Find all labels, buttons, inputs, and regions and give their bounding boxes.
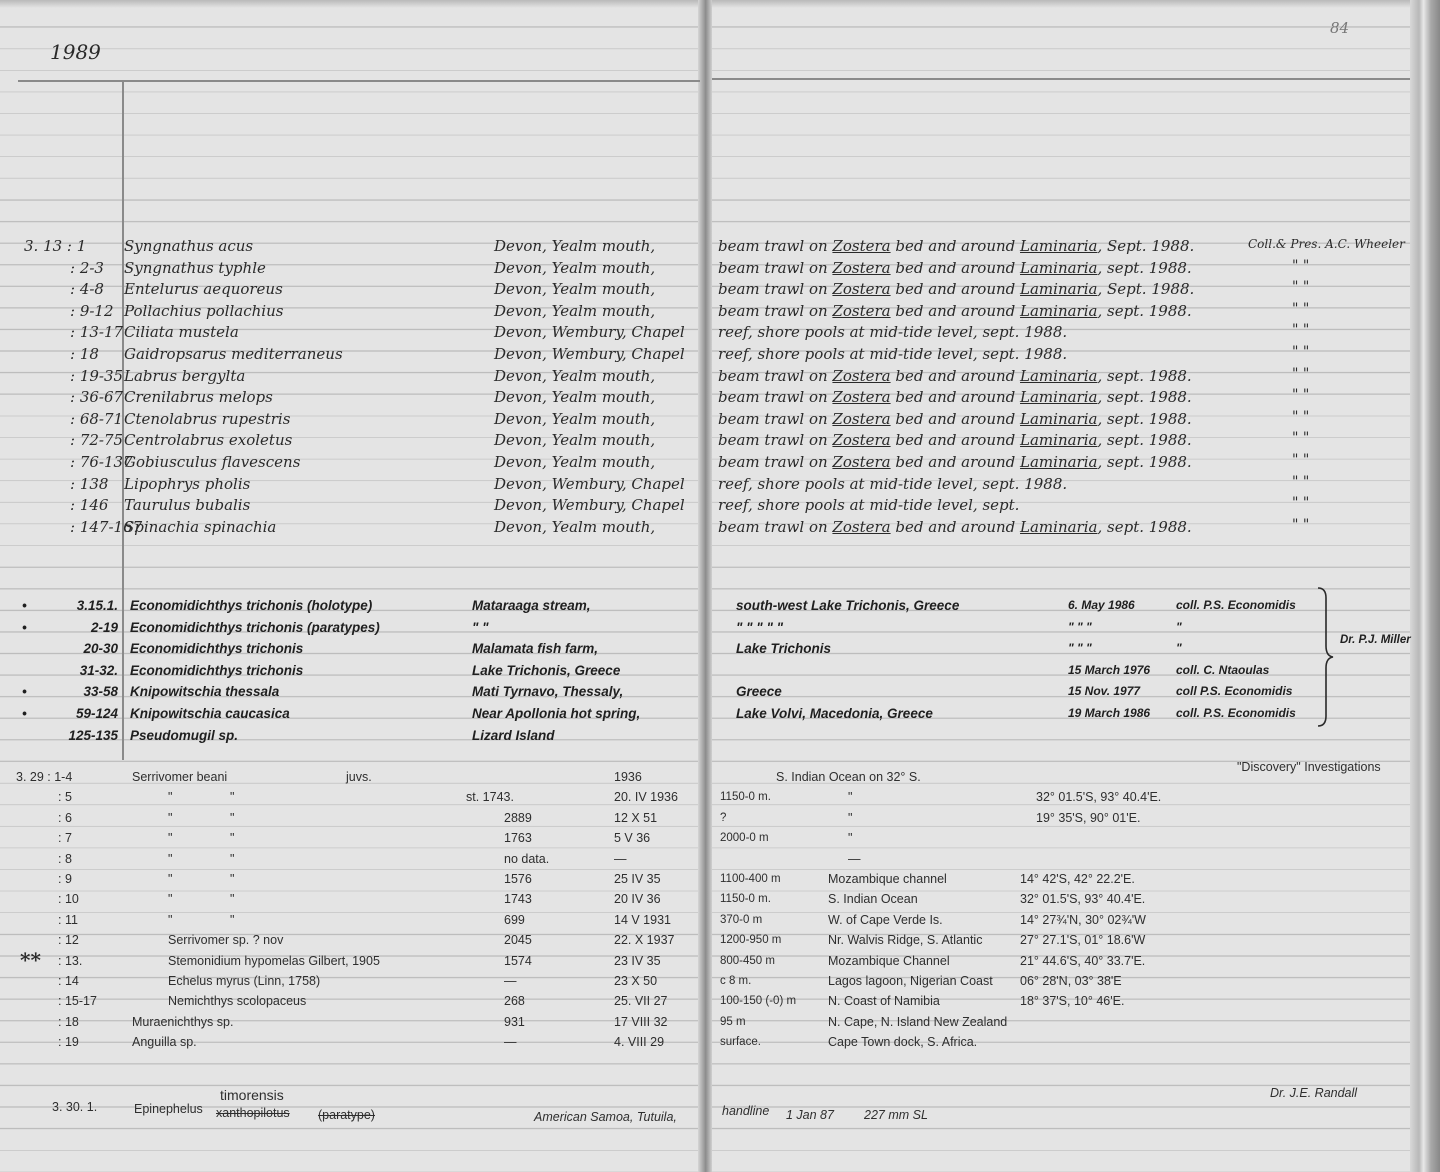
s1-locality: Devon, Yealm mouth,	[494, 410, 656, 428]
s1-habitat: reef, shore pools at mid-tide level, sept. 1988.	[718, 475, 1068, 493]
s3-reg-number: : 19	[58, 1035, 79, 1049]
s3-coords: 21° 44.6'S, 40° 33.7'E.	[1020, 954, 1146, 968]
s3-depth: 1100-400 m	[720, 873, 781, 885]
s3-depth: 800-450 m	[720, 955, 775, 967]
s1-locality: Devon, Yealm mouth,	[494, 302, 656, 320]
s1-locality: Devon, Yealm mouth,	[494, 367, 656, 385]
s2-date: 15 March 1976	[1068, 663, 1151, 677]
s3-locality: W. of Cape Verde Is.	[828, 913, 943, 927]
s3-date: 17 VIII 32	[614, 1015, 668, 1029]
s1-reg-number: : 9-12	[70, 302, 114, 320]
section2-presenter: Dr. P.J. Miller	[1340, 634, 1411, 646]
s2-bullet: •	[22, 598, 27, 613]
s1-species: Syngnathus acus	[124, 237, 254, 255]
s3-species: "	[168, 913, 173, 927]
s1-species: Spinachia spinachia	[124, 518, 277, 536]
s2-locality: Near Apollonia hot spring,	[472, 706, 641, 721]
s3-station: no data.	[504, 852, 550, 866]
s3-locality: N. Coast of Namibia	[828, 994, 940, 1008]
s2-date: 6. May 1986	[1068, 598, 1135, 612]
s1-collector: " "	[1292, 495, 1310, 511]
s1-collector: " "	[1292, 344, 1310, 360]
s1-collector: " "	[1292, 387, 1310, 403]
s3-reg-number: : 10	[58, 892, 79, 906]
s3-reg-number: : 7	[58, 831, 72, 845]
s1-reg-number: : 18	[70, 345, 99, 363]
s3-depth: c 8 m.	[720, 975, 752, 987]
s1-locality: Devon, Wembury, Chapel	[494, 323, 685, 341]
s3-station: 699	[504, 913, 525, 927]
s3-note: "	[230, 831, 235, 845]
s3-reg-number: : 8	[58, 852, 72, 866]
s1-reg-number: : 147-167	[70, 518, 143, 536]
s3-coords: 32° 01.5'S, 93° 40.4'E.	[1020, 892, 1146, 906]
s3-depth: 1150-0 m.	[720, 893, 771, 905]
s1-habitat: reef, shore pools at mid-tide level, sept. 1988.	[718, 345, 1068, 363]
s2-species: Pseudomugil sp.	[130, 728, 239, 743]
s3-station: 931	[504, 1015, 525, 1029]
s1-habitat: beam trawl on Zostera bed and around Laminaria, sept. 1988.	[718, 453, 1192, 471]
s1-species: Ctenolabrus rupestris	[124, 410, 291, 428]
s2-reg-number: 2-19	[90, 620, 118, 635]
s3-depth: surface.	[720, 1036, 761, 1048]
s4-species: timorensis	[220, 1087, 284, 1103]
s3-locality: "	[848, 811, 853, 825]
s3-coords: 32° 01.5'S, 93° 40.4'E.	[1036, 790, 1162, 804]
s2-species: Knipowitschia thessala	[130, 684, 280, 699]
s1-habitat: beam trawl on Zostera bed and around Laminaria, sept. 1988.	[718, 518, 1192, 536]
s3-species: Serrivomer beani	[132, 770, 228, 784]
s4-presenter: Dr. J.E. Randall	[1270, 1086, 1358, 1100]
s3-reg-number: : 11	[58, 913, 78, 927]
s1-habitat: beam trawl on Zostera bed and around Laminaria, Sept. 1988.	[718, 280, 1195, 298]
s3-date: 25. VII 27	[614, 994, 668, 1008]
s1-collector: " "	[1292, 279, 1310, 295]
s3-station: 1574	[504, 954, 532, 968]
s3-coords: 14° 27¾'N, 30° 02¾'W	[1020, 913, 1146, 927]
s2-collector: coll P.S. Economidis	[1176, 684, 1293, 698]
s1-habitat: reef, shore pools at mid-tide level, sept. 1988.	[718, 323, 1068, 341]
s1-habitat: beam trawl on Zostera bed and around Laminaria, sept. 1988.	[718, 367, 1192, 385]
s3-coords: 14° 42'S, 42° 22.2'E.	[1020, 872, 1135, 886]
s1-habitat: beam trawl on Zostera bed and around Laminaria, sept. 1988.	[718, 259, 1192, 277]
s3-note: "	[230, 790, 235, 804]
s3-station: 1763	[504, 831, 532, 845]
s2-species: Knipowitschia caucasica	[130, 706, 290, 721]
s2-collector: "	[1176, 620, 1182, 634]
s3-depth: 100-150 (-0) m	[720, 995, 797, 1007]
s4-size: 227 mm SL	[864, 1108, 928, 1122]
s4-struck-name: xanthopilotus	[216, 1106, 290, 1120]
s3-species: Stemonidium hypomelas Gilbert, 1905	[168, 954, 380, 968]
s1-locality: Devon, Yealm mouth,	[494, 259, 656, 277]
s2-species: Economidichthys trichonis	[130, 663, 304, 678]
s4-date: 1 Jan 87	[786, 1108, 834, 1122]
s1-species: Gobiusculus flavescens	[124, 453, 301, 471]
s3-depth: 1150-0 m.	[720, 791, 771, 803]
s2-date: " " "	[1068, 641, 1092, 655]
s3-date: 23 IV 35	[614, 954, 661, 968]
s2-collector: coll. P.S. Economidis	[1176, 598, 1296, 612]
s3-reg-number: : 14	[58, 974, 79, 988]
s3-reg-number: : 6	[58, 811, 72, 825]
s2-reg-number: 31-32.	[79, 663, 118, 678]
s1-species: Lipophrys pholis	[124, 475, 251, 493]
s3-date: 20 IV 36	[614, 892, 661, 906]
s1-locality: Devon, Wembury, Chapel	[494, 496, 685, 514]
s1-reg-number: : 68-71	[70, 410, 124, 428]
s3-reg-number: : 9	[58, 872, 72, 886]
s2-reg-number: 20-30	[83, 641, 118, 656]
s1-species: Pollachius pollachius	[124, 302, 284, 320]
discovery-heading: "Discovery" Investigations	[1237, 760, 1381, 774]
s3-date: 1936	[614, 770, 642, 784]
s1-species: Gaidropsarus mediterraneus	[124, 345, 343, 363]
s3-station: st. 1743.	[466, 790, 514, 804]
s3-locality: Nr. Walvis Ridge, S. Atlantic	[828, 933, 983, 947]
s1-reg-number: : 4-8	[70, 280, 104, 298]
s1-species: Labrus bergylta	[124, 367, 246, 385]
s3-locality: —	[848, 852, 861, 866]
s3-locality: "	[848, 831, 853, 845]
s1-collector: " "	[1292, 452, 1310, 468]
s1-collector: " "	[1292, 517, 1310, 533]
s1-species: Syngnathus typhle	[124, 259, 266, 277]
s2-species: Economidichthys trichonis	[130, 641, 304, 656]
s3-coords: 06° 28'N, 03° 38'E	[1020, 974, 1122, 988]
s1-reg-number: : 138	[70, 475, 109, 493]
s3-species: "	[168, 790, 173, 804]
s1-collector: " "	[1292, 409, 1310, 425]
s3-note: juvs.	[346, 770, 372, 784]
s3-coords: 27° 27.1'S, 01° 18.6'W	[1020, 933, 1146, 947]
s3-date: 25 IV 35	[614, 872, 661, 886]
s2-collector: coll. C. Ntaoulas	[1176, 663, 1270, 677]
s4-reg-number: 3. 30. 1.	[52, 1100, 98, 1114]
s4-locality: American Samoa, Tutuila,	[534, 1110, 677, 1124]
s3-date: 12 X 51	[614, 811, 658, 825]
s2-locality: Mataraaga stream,	[472, 598, 591, 613]
s1-locality: Devon, Yealm mouth,	[494, 431, 656, 449]
s2-date: 15 Nov. 1977	[1068, 684, 1141, 698]
s4-struck-note: (paratype)	[318, 1108, 375, 1122]
s2-date: " " "	[1068, 620, 1092, 634]
s3-species: "	[168, 892, 173, 906]
s1-locality: Devon, Yealm mouth,	[494, 237, 656, 255]
s1-reg-number: : 36-67	[70, 388, 124, 406]
s3-station: 268	[504, 994, 525, 1008]
s3-locality: Cape Town dock, S. Africa.	[828, 1035, 978, 1049]
s2-species: Economidichthys trichonis (holotype)	[130, 598, 373, 613]
s3-locality: Mozambique channel	[828, 872, 947, 886]
s1-collector: " "	[1292, 258, 1310, 274]
s2-reg-number: 33-58	[83, 684, 118, 699]
s2-reg-number: 125-135	[68, 728, 118, 743]
s3-date: 5 V 36	[614, 831, 651, 845]
s2-date: 19 March 1986	[1068, 706, 1151, 720]
s1-locality: Devon, Yealm mouth,	[494, 453, 656, 471]
s3-species: "	[168, 872, 173, 886]
s1-locality: Devon, Yealm mouth,	[494, 388, 656, 406]
s3-reg-number: : 12	[58, 933, 79, 947]
s3-reg-number: : 18	[58, 1015, 79, 1029]
s3-reg-number: 3. 29 : 1-4	[16, 770, 73, 784]
s3-locality: N. Cape, N. Island New Zealand	[828, 1015, 1008, 1029]
s4-genus: Epinephelus	[134, 1102, 203, 1116]
s3-locality: S. Indian Ocean	[828, 892, 918, 906]
s1-habitat: beam trawl on Zostera bed and around Laminaria, sept. 1988.	[718, 302, 1192, 320]
header-rule-left	[18, 80, 700, 82]
s3-station: 2889	[504, 811, 532, 825]
s3-station: 2045	[504, 933, 532, 947]
s1-collector: " "	[1292, 301, 1310, 317]
s1-reg-number: : 146	[70, 496, 109, 514]
s2-locality: Malamata fish farm,	[472, 641, 599, 656]
s1-habitat: reef, shore pools at mid-tide level, sept.	[718, 496, 1020, 514]
s1-collector: " "	[1292, 474, 1310, 490]
s3-depth: 370-0 m	[720, 914, 763, 926]
s3-station: —	[504, 974, 517, 988]
s3-locality: "	[848, 790, 853, 804]
s4-method: handline	[722, 1104, 770, 1118]
s1-collector: " "	[1292, 322, 1310, 338]
s1-species: Centrolabrus exoletus	[124, 431, 293, 449]
s3-reg-number: : 5	[58, 790, 72, 804]
s3-species: "	[168, 831, 173, 845]
s1-reg-number: 3. 13 : 1	[24, 237, 87, 255]
s2-bullet: •	[22, 706, 27, 721]
s2-region: Greece	[736, 684, 782, 699]
s2-locality: Mati Tyrnavo, Thessaly,	[472, 684, 624, 699]
s3-species: Nemichthys scolopaceus	[168, 994, 307, 1008]
s3-note: "	[230, 913, 235, 927]
s3-species: "	[168, 811, 173, 825]
s1-collector: " "	[1292, 366, 1310, 382]
year-heading: 1989	[50, 40, 101, 64]
s1-reg-number: : 13-17	[70, 323, 124, 341]
s3-date: 22. X 1937	[614, 933, 675, 947]
s3-note: "	[230, 872, 235, 886]
s1-species: Crenilabrus melops	[124, 388, 273, 406]
bracket-mark	[1316, 586, 1334, 728]
s2-region: " " " " "	[736, 620, 784, 635]
s3-station: 1743	[504, 892, 532, 906]
s3-locality: S. Indian Ocean on 32° S.	[776, 770, 921, 784]
s3-reg-number: : 13.	[58, 954, 83, 968]
s3-coords: 19° 35'S, 90° 01'E.	[1036, 811, 1141, 825]
s2-region: south-west Lake Trichonis, Greece	[736, 598, 960, 613]
s2-bullet: •	[22, 620, 27, 635]
book-gutter	[698, 0, 712, 1172]
s2-reg-number: 3.15.1.	[76, 598, 118, 613]
s3-date: 4. VIII 29	[614, 1035, 665, 1049]
page-number: 84	[1330, 19, 1350, 37]
s1-locality: Devon, Wembury, Chapel	[494, 475, 685, 493]
s1-reg-number: : 2-3	[70, 259, 104, 277]
s1-reg-number: : 19-35	[70, 367, 124, 385]
s1-reg-number: : 76-137	[70, 453, 133, 471]
s1-habitat: beam trawl on Zostera bed and around Laminaria, sept. 1988.	[718, 388, 1192, 406]
s1-habitat: beam trawl on Zostera bed and around Laminaria, sept. 1988.	[718, 410, 1192, 428]
s1-collector: Coll.& Pres. A.C. Wheeler	[1248, 237, 1405, 251]
s1-species: Entelurus aequoreus	[124, 280, 283, 298]
s3-depth: 1200-950 m	[720, 934, 782, 946]
s3-note: "	[230, 811, 235, 825]
s3-note: "	[230, 852, 235, 866]
s1-habitat: beam trawl on Zostera bed and around Laminaria, Sept. 1988.	[718, 237, 1195, 255]
s2-locality: Lizard Island	[472, 728, 555, 743]
s2-reg-number: 59-124	[75, 706, 118, 721]
s3-locality: Lagos lagoon, Nigerian Coast	[828, 974, 993, 988]
margin-double-asterisk: **	[20, 948, 41, 972]
s3-reg-number: : 15-17	[58, 994, 97, 1008]
s2-collector: "	[1176, 641, 1182, 655]
s3-date: 14 V 1931	[614, 913, 671, 927]
s1-locality: Devon, Wembury, Chapel	[494, 345, 685, 363]
s1-species: Taurulus bubalis	[124, 496, 251, 514]
s3-note: "	[230, 892, 235, 906]
s1-habitat: beam trawl on Zostera bed and around Laminaria, sept. 1988.	[718, 431, 1192, 449]
s1-collector: " "	[1292, 430, 1310, 446]
s1-species: Ciliata mustela	[124, 323, 239, 341]
s3-species: Muraenichthys sp.	[132, 1015, 234, 1029]
s3-date: 20. IV 1936	[614, 790, 678, 804]
s2-region: Lake Volvi, Macedonia, Greece	[736, 706, 933, 721]
s2-bullet: •	[22, 684, 27, 699]
s2-locality: Lake Trichonis, Greece	[472, 663, 621, 678]
s1-locality: Devon, Yealm mouth,	[494, 518, 656, 536]
s2-collector: coll. P.S. Economidis	[1176, 706, 1296, 720]
s3-depth: ?	[720, 812, 727, 824]
s3-station: 1576	[504, 872, 532, 886]
s3-date: —	[614, 852, 627, 866]
s1-locality: Devon, Yealm mouth,	[494, 280, 656, 298]
s3-locality: Mozambique Channel	[828, 954, 950, 968]
s3-date: 23 X 50	[614, 974, 658, 988]
header-rule-right	[712, 78, 1410, 80]
page-right-edge	[1410, 0, 1440, 1172]
s3-species: Anguilla sp.	[132, 1035, 197, 1049]
s3-coords: 18° 37'S, 10° 46'E.	[1020, 994, 1125, 1008]
s3-species: "	[168, 852, 173, 866]
s3-depth: 95 m	[720, 1016, 746, 1028]
s2-region: Lake Trichonis	[736, 641, 832, 656]
s3-station: —	[504, 1035, 517, 1049]
s2-locality: " "	[472, 620, 489, 635]
s3-species: Serrivomer sp. ? nov	[168, 933, 284, 947]
s3-species: Echelus myrus (Linn, 1758)	[168, 974, 321, 988]
s2-species: Economidichthys trichonis (paratypes)	[130, 620, 380, 635]
page-top-edge	[0, 0, 1440, 8]
s1-reg-number: : 72-75	[70, 431, 124, 449]
s3-depth: 2000-0 m	[720, 832, 769, 844]
